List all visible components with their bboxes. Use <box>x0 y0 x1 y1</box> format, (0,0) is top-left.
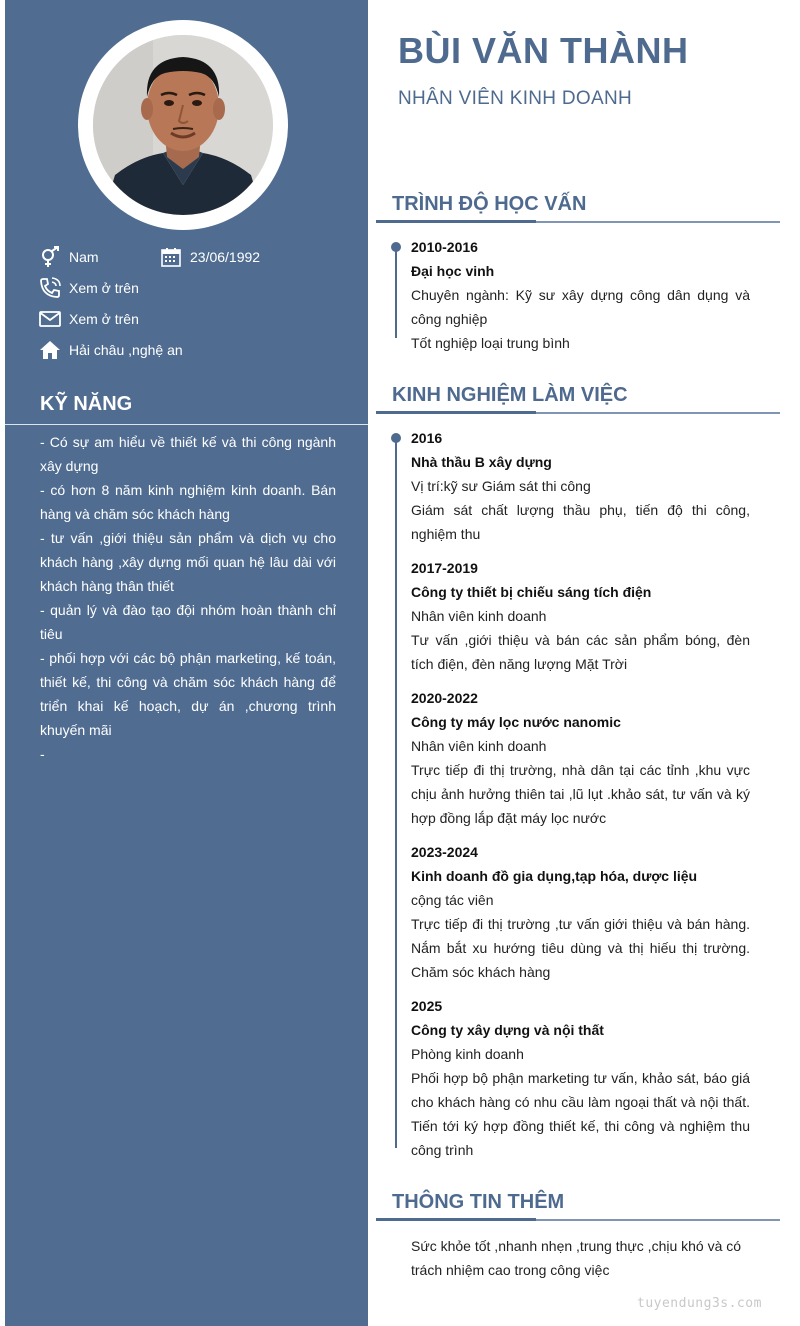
skill-item: - quản lý và đào tạo đội nhóm hoàn thành chỉ tiêu <box>40 602 336 642</box>
entry-role: cộng tác viên <box>411 892 494 908</box>
skills-list <box>40 430 336 766</box>
entry-desc: Tư vấn ,giới thiệu và bán các sản phẩm bóng, đèn tích điện, đèn năng lượng Mặt Trời <box>411 632 750 672</box>
extra-divider <box>376 1219 780 1221</box>
avatar-frame <box>78 20 288 230</box>
entry-org: Công ty máy lọc nước nanomic <box>411 714 621 730</box>
gender-text: Nam <box>69 249 99 265</box>
entry-org: Công ty xây dựng và nội thất <box>411 1022 604 1038</box>
entry-role: Vị trí:kỹ sư Giám sát thi công <box>411 478 591 494</box>
entry-org: Kinh doanh đồ gia dụng,tạp hóa, dược liệu <box>411 868 698 884</box>
skill-item: - <box>40 746 45 762</box>
sidebar <box>5 0 368 1326</box>
experience-entry <box>411 994 750 1162</box>
entry-desc: Trực tiếp đi thị trường ,tư vấn giới thiệu và bán hàng. Nắm bắt xu hướng tiêu dùng và thị hiếu thị trường. Chăm sóc khách hàng <box>411 916 750 980</box>
watermark: tuyendung3s.com <box>637 1296 762 1311</box>
education-divider <box>376 221 780 223</box>
entry-role: Chuyên ngành: Kỹ sư xây dựng công dân dụng và công nghiệp <box>411 287 750 327</box>
skill-item: - có hơn 8 năm kinh nghiệm kinh doanh. Bán hàng và chăm sóc khách hàng <box>40 482 336 522</box>
entry-desc: Tốt nghiệp loại trung bình <box>411 335 570 351</box>
birthdate-row <box>160 246 260 268</box>
candidate-title: NHÂN VIÊN KINH DOANH <box>398 88 633 109</box>
address-text: Hải châu ,nghệ an <box>69 342 183 358</box>
skill-item: - phối hợp với các bộ phận marketing, kế toán, thiết kế, thi công và chăm sóc khách hàng để triển khai kế hoạch, dự án ,chương trình khuyến mãi <box>40 650 336 738</box>
skills-heading: KỸ NĂNG <box>40 393 133 415</box>
education-entry <box>411 235 750 355</box>
entry-year: 2020-2022 <box>411 690 478 706</box>
entry-org: Đại học vinh <box>411 263 495 279</box>
skill-item: - Có sự am hiểu về thiết kế và thi công ngành xây dựng <box>40 434 336 474</box>
gender-icon <box>39 246 61 268</box>
experience-entry <box>411 556 750 676</box>
entry-role: Nhân viên kinh doanh <box>411 608 547 624</box>
email-text: Xem ở trên <box>69 311 139 327</box>
home-icon <box>39 339 61 361</box>
address-row <box>39 339 183 361</box>
candidate-name: BÙI VĂN THÀNH <box>398 30 689 71</box>
experience-entry <box>411 426 750 546</box>
experience-timeline <box>395 437 397 1148</box>
experience-timeline-dot <box>391 433 401 443</box>
birthdate-text: 23/06/1992 <box>190 249 261 265</box>
calendar-icon <box>160 246 182 268</box>
experience-entry <box>411 840 750 984</box>
entry-desc: Phối hợp bộ phận marketing tư vấn, khảo sát, báo giá cho khách hàng có nhu cầu làm ngoại thất và nội thất. Tiến tới ký hợp đồng thiết kế, thi công và nghiệm thu công trình <box>411 1070 750 1158</box>
experience-divider <box>376 412 780 414</box>
entry-org: Công ty thiết bị chiếu sáng tích điện <box>411 584 652 600</box>
experience-entry <box>411 686 750 830</box>
entry-year: 2016 <box>411 430 443 446</box>
entry-desc: Giám sát chất lượng thầu phụ, tiến độ thi công, nghiệm thu <box>411 502 750 542</box>
experience-heading: KINH NGHIỆM LÀM VIỆC <box>392 384 628 406</box>
entry-desc: Trực tiếp đi thị trường, nhà dân tại các tỉnh ,khu vực chịu ảnh hưởng thiên tai ,lũ lụt .khảo sát, tư vấn và ký hợp đồng lắp đặt máy lọc nước <box>411 762 750 826</box>
gender-row <box>39 246 99 268</box>
education-timeline <box>395 246 397 338</box>
education-heading: TRÌNH ĐỘ HỌC VẤN <box>392 193 587 215</box>
phone-icon <box>39 277 61 299</box>
phone-row <box>39 277 139 299</box>
education-timeline-dot <box>391 242 401 252</box>
entry-year: 2023-2024 <box>411 844 478 860</box>
extra-text: Sức khỏe tốt ,nhanh nhẹn ,trung thực ,chịu khó và có trách nhiệm cao trong công việc <box>411 1238 742 1278</box>
avatar <box>93 35 273 215</box>
entry-role: Nhân viên kinh doanh <box>411 738 547 754</box>
entry-role: Phòng kinh doanh <box>411 1046 524 1062</box>
entry-org: Nhà thầu B xây dựng <box>411 454 552 470</box>
entry-year: 2017-2019 <box>411 560 478 576</box>
entry-year: 2025 <box>411 998 443 1014</box>
email-row <box>39 308 139 330</box>
envelope-icon <box>39 308 61 330</box>
entry-year: 2010-2016 <box>411 239 478 255</box>
skills-divider <box>5 424 368 425</box>
skill-item: - tư vấn ,giới thiệu sản phẩm và dịch vụ cho khách hàng ,xây dựng mối quan hệ lâu dài với khách hàng thân thiết <box>40 530 336 594</box>
extra-heading: THÔNG TIN THÊM <box>392 1191 565 1213</box>
phone-text: Xem ở trên <box>69 280 139 296</box>
